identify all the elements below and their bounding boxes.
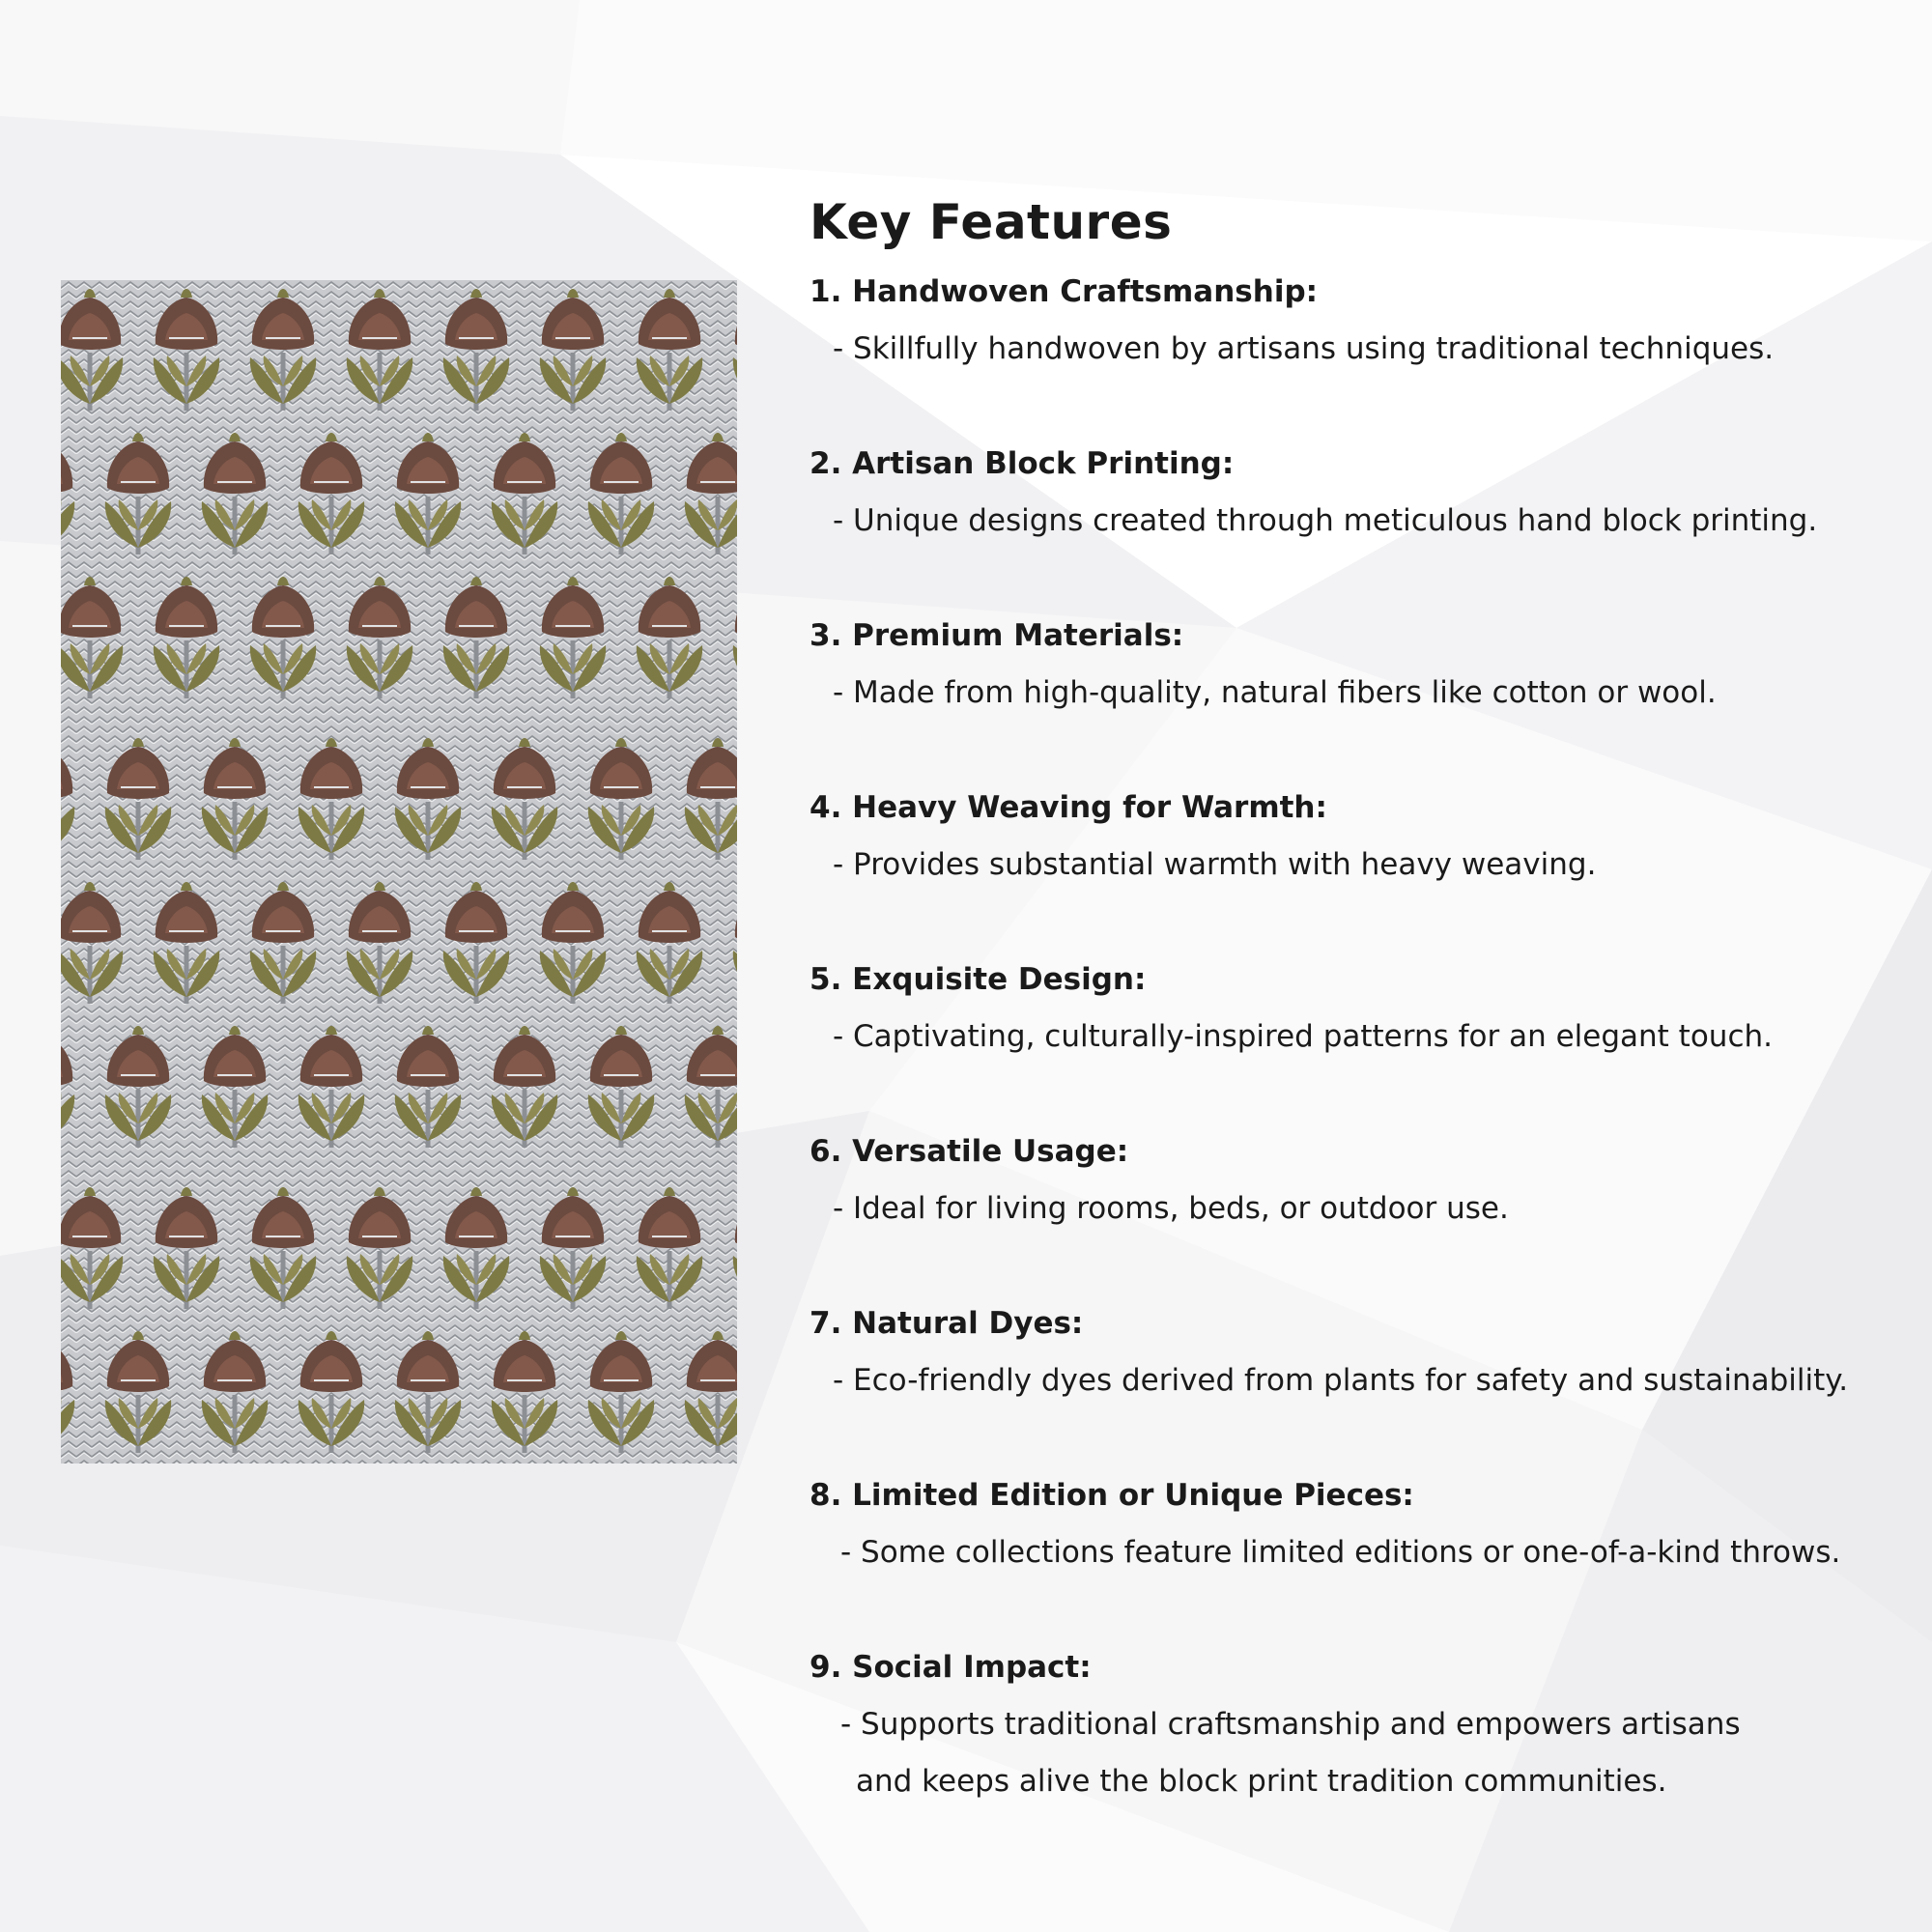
feature-description: - Eco-friendly dyes derived from plants for safety and sustainability. — [833, 1363, 1849, 1398]
key-features-section — [810, 189, 1911, 1818]
feature-description-continued: and keeps alive the block print tradition communities. — [856, 1764, 1667, 1799]
feature-item — [810, 1130, 1911, 1302]
page-title: Key Features — [810, 194, 1173, 250]
feature-description: - Captivating, culturally-inspired patterns for an elegant touch. — [833, 1019, 1773, 1054]
feature-description: - Provides substantial warmth with heavy weaving. — [833, 847, 1597, 882]
feature-title: 6. Versatile Usage: — [810, 1134, 1129, 1169]
feature-description: - Ideal for living rooms, beds, or outdoor use. — [833, 1191, 1509, 1226]
feature-item — [810, 1646, 1911, 1818]
feature-title: 2. Artisan Block Printing: — [810, 446, 1235, 481]
feature-description: - Some collections feature limited editions or one-of-a-kind throws. — [840, 1535, 1841, 1570]
feature-title: 1. Handwoven Craftsmanship: — [810, 274, 1319, 309]
feature-title: 3. Premium Materials: — [810, 618, 1184, 653]
feature-title: 4. Heavy Weaving for Warmth: — [810, 790, 1327, 825]
feature-item — [810, 1474, 1911, 1646]
feature-item — [810, 1302, 1911, 1474]
feature-title: 7. Natural Dyes: — [810, 1306, 1084, 1341]
feature-description: - Supports traditional craftsmanship and empowers artisans — [840, 1707, 1741, 1742]
feature-item — [810, 442, 1911, 614]
feature-title: 9. Social Impact: — [810, 1650, 1092, 1685]
feature-description: - Skillfully handwoven by artisans using traditional techniques. — [833, 331, 1775, 366]
feature-item — [810, 958, 1911, 1130]
feature-title: 8. Limited Edition or Unique Pieces: — [810, 1478, 1414, 1513]
feature-description: - Unique designs created through meticulous hand block printing. — [833, 503, 1818, 538]
feature-item — [810, 270, 1911, 442]
feature-title: 5. Exquisite Design: — [810, 962, 1147, 997]
feature-item — [810, 614, 1911, 786]
feature-description: - Made from high-quality, natural fibers like cotton or wool. — [833, 675, 1717, 710]
feature-item — [810, 786, 1911, 958]
block-print-pattern — [61, 280, 737, 1463]
fabric-product-image — [61, 280, 737, 1463]
